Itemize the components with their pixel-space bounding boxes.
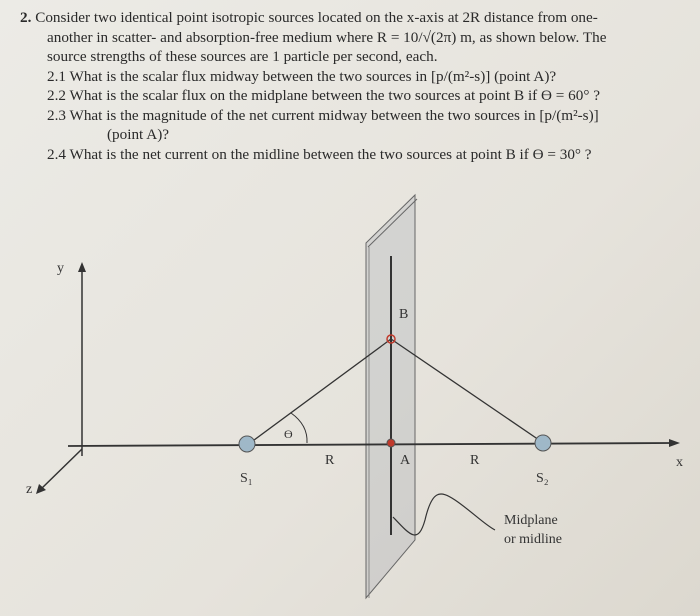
- r-right-label: R: [470, 453, 480, 468]
- source-1-label: S₁: [240, 471, 253, 486]
- z-axis-label: z: [26, 482, 33, 497]
- z-axis: [40, 449, 82, 490]
- intro-text-1: Consider two identical point isotropic sources located on the x-axis at 2R distance from one-: [35, 9, 598, 26]
- intro-line-3: source strengths of these sources are 1 particle per second, each.: [47, 48, 438, 65]
- question-2-1: 2.1 What is the scalar flux midway between the two sources in [p/(m²-s)] (point A)?: [47, 67, 557, 85]
- problem-number: 2.: [20, 9, 32, 26]
- midplane-label-1: Midplane: [504, 513, 558, 528]
- x-axis-arrow: [669, 439, 680, 447]
- question-2-3: 2.3 What is the magnitude of the net current midway between the two sources in [p/(m²-s)]: [47, 106, 599, 124]
- point-a-label: A: [400, 453, 411, 468]
- source-1: [239, 436, 255, 452]
- source-2-label: S₂: [536, 471, 549, 486]
- question-2-2: 2.2 What is the scalar flux on the midplane between the two sources at point B if ϴ = 60° ?: [47, 87, 600, 104]
- point-a: [387, 439, 395, 447]
- source-2: [535, 435, 551, 451]
- midplane-label-2: or midline: [504, 532, 562, 547]
- question-2-3-cont: (point A)?: [107, 126, 170, 143]
- angle-arc: [291, 413, 307, 443]
- y-axis-arrow: [78, 262, 86, 272]
- angle-label: ϴ: [284, 427, 293, 441]
- y-axis-label: y: [57, 261, 64, 276]
- intro-line-2: another in scatter- and absorption-free medium where R = 10/√(2π) m, as shown below. The: [47, 28, 607, 46]
- r-left-label: R: [325, 453, 335, 468]
- question-2-4: 2.4 What is the net current on the midline between the two sources at point B if ϴ = 30° ?: [47, 145, 592, 163]
- x-axis-label: x: [676, 455, 683, 470]
- point-b-label: B: [399, 307, 409, 322]
